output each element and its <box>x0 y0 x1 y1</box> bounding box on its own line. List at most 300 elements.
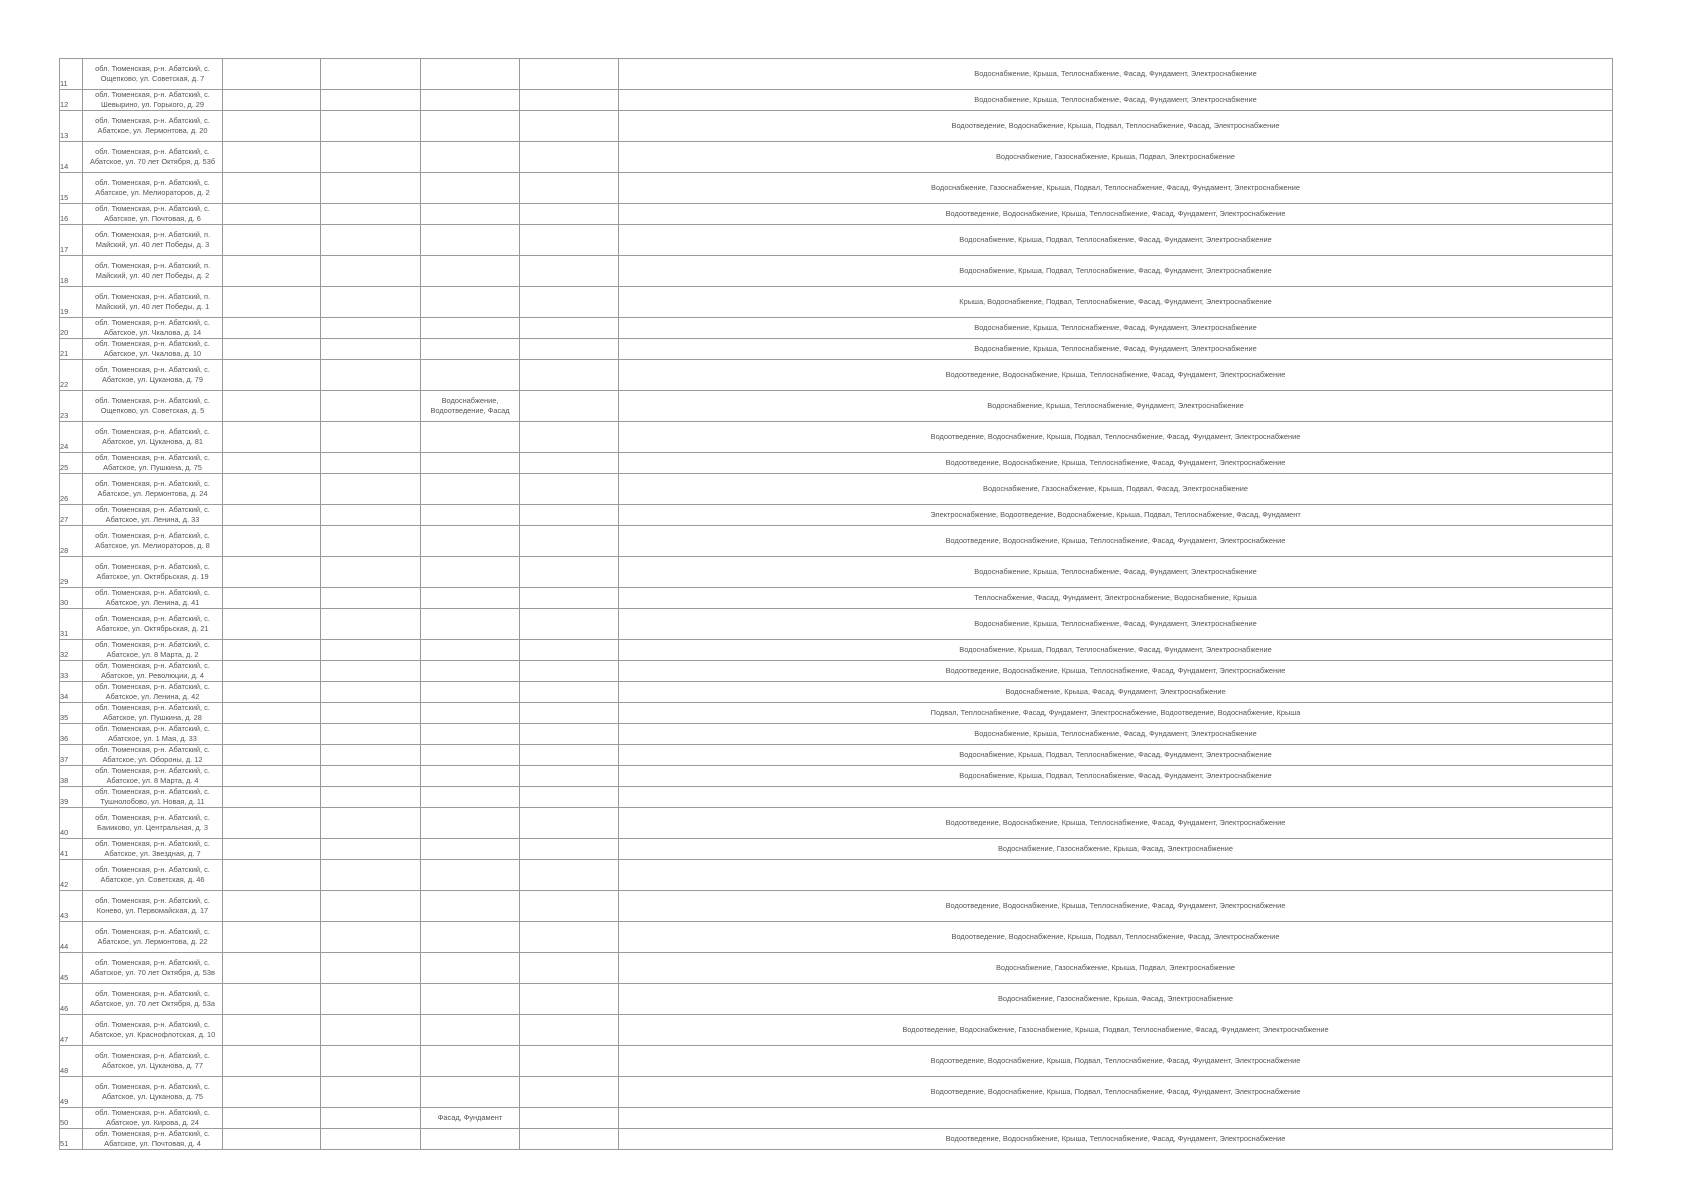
row-col-5 <box>421 142 520 173</box>
row-works: Водоснабжение, Газоснабжение, Крыша, Подвал, Электроснабжение <box>619 953 1613 984</box>
row-col-4 <box>321 808 421 839</box>
row-col-6 <box>520 682 619 703</box>
row-col-4 <box>321 111 421 142</box>
row-address: обл. Тюменская, р-н. Абатский, с. Абатское, ул. Цуканова, д. 81 <box>83 422 223 453</box>
row-works: Водоотведение, Водоснабжение, Крыша, Теплоснабжение, Фасад, Фундамент, Электроснабжение <box>619 360 1613 391</box>
row-col-4 <box>321 953 421 984</box>
row-col-6 <box>520 142 619 173</box>
row-address: обл. Тюменская, р-н. Абатский, с. Конево, ул. Первомайская, д. 17 <box>83 891 223 922</box>
row-number: 39 <box>60 787 83 808</box>
row-address: обл. Тюменская, р-н. Абатский, с. Абатское, ул. Обороны, д. 12 <box>83 745 223 766</box>
row-number: 41 <box>60 839 83 860</box>
row-works: Водоотведение, Водоснабжение, Крыша, Теплоснабжение, Фасад, Фундамент, Электроснабжение <box>619 891 1613 922</box>
row-col-6 <box>520 422 619 453</box>
row-number: 44 <box>60 922 83 953</box>
row-works: Водоотведение, Водоснабжение, Крыша, Подвал, Теплоснабжение, Фасад, Фундамент, Электроснабжение <box>619 1046 1613 1077</box>
row-number: 17 <box>60 225 83 256</box>
row-address: обл. Тюменская, р-н. Абатский, п. Майский, ул. 40 лет Победы, д. 1 <box>83 287 223 318</box>
row-col-6 <box>520 256 619 287</box>
row-col-3 <box>223 142 321 173</box>
row-address: обл. Тюменская, р-н. Абатский, с. Абатское, ул. Почтовая, д. 4 <box>83 1129 223 1150</box>
table-row <box>60 984 1613 1015</box>
row-address: обл. Тюменская, р-н. Абатский, с. Абатское, ул. Октябрьская, д. 19 <box>83 557 223 588</box>
row-col-5 <box>421 256 520 287</box>
table-row <box>60 703 1613 724</box>
row-number: 50 <box>60 1108 83 1129</box>
row-col-4 <box>321 225 421 256</box>
table-row <box>60 860 1613 891</box>
row-col-4 <box>321 984 421 1015</box>
table-row <box>60 142 1613 173</box>
row-works: Водоснабжение, Крыша, Подвал, Теплоснабжение, Фасад, Фундамент, Электроснабжение <box>619 640 1613 661</box>
table-row <box>60 557 1613 588</box>
table-row <box>60 745 1613 766</box>
row-works: Электроснабжение, Водоотведение, Водоснабжение, Крыша, Подвал, Теплоснабжение, Фасад, Фундамент <box>619 505 1613 526</box>
row-col-3 <box>223 766 321 787</box>
row-works: Водоснабжение, Крыша, Теплоснабжение, Фасад, Фундамент, Электроснабжение <box>619 90 1613 111</box>
row-col-3 <box>223 922 321 953</box>
row-col-3 <box>223 173 321 204</box>
table-row <box>60 318 1613 339</box>
row-number: 32 <box>60 640 83 661</box>
table-row <box>60 682 1613 703</box>
row-number: 47 <box>60 1015 83 1046</box>
row-col-3 <box>223 318 321 339</box>
row-col-3 <box>223 745 321 766</box>
row-col-3 <box>223 557 321 588</box>
row-col-6 <box>520 360 619 391</box>
row-works: Водоснабжение, Крыша, Теплоснабжение, Фасад, Фундамент, Электроснабжение <box>619 724 1613 745</box>
row-number: 15 <box>60 173 83 204</box>
row-col-6 <box>520 204 619 225</box>
row-address: обл. Тюменская, р-н. Абатский, с. Ощепково, ул. Советская, д. 5 <box>83 391 223 422</box>
row-address: обл. Тюменская, р-н. Абатский, п. Майский, ул. 40 лет Победы, д. 3 <box>83 225 223 256</box>
row-number: 24 <box>60 422 83 453</box>
row-col-5 <box>421 891 520 922</box>
table-row <box>60 640 1613 661</box>
row-number: 43 <box>60 891 83 922</box>
row-col-5 <box>421 225 520 256</box>
row-col-5 <box>421 745 520 766</box>
row-col-3 <box>223 90 321 111</box>
row-number: 45 <box>60 953 83 984</box>
row-col-3 <box>223 256 321 287</box>
row-address: обл. Тюменская, р-н. Абатский, с. Абатское, ул. Чкалова, д. 14 <box>83 318 223 339</box>
row-col-4 <box>321 745 421 766</box>
row-col-5 <box>421 984 520 1015</box>
row-col-6 <box>520 787 619 808</box>
row-address: обл. Тюменская, р-н. Абатский, с. Шевырино, ул. Горького, д. 29 <box>83 90 223 111</box>
row-col-5 <box>421 588 520 609</box>
row-number: 37 <box>60 745 83 766</box>
row-address: обл. Тюменская, р-н. Абатский, с. Абатское, ул. 70 лет Октября, д. 53а <box>83 984 223 1015</box>
row-col-6 <box>520 111 619 142</box>
row-col-4 <box>321 640 421 661</box>
table-row <box>60 204 1613 225</box>
row-col-5 <box>421 703 520 724</box>
row-works: Водоснабжение, Крыша, Подвал, Теплоснабжение, Фасад, Фундамент, Электроснабжение <box>619 745 1613 766</box>
row-address: обл. Тюменская, р-н. Абатский, с. Абатское, ул. 8 Марта, д. 4 <box>83 766 223 787</box>
row-col-6 <box>520 839 619 860</box>
row-col-5 <box>421 640 520 661</box>
table-row <box>60 661 1613 682</box>
row-col-5 <box>421 724 520 745</box>
row-col-6 <box>520 984 619 1015</box>
row-col-3 <box>223 1077 321 1108</box>
row-col-4 <box>321 609 421 640</box>
row-col-6 <box>520 953 619 984</box>
row-works: Водоотведение, Водоснабжение, Газоснабжение, Крыша, Подвал, Теплоснабжение, Фасад, Фундамент, Электроснабжение <box>619 1015 1613 1046</box>
row-col-4 <box>321 1015 421 1046</box>
row-works: Водоснабжение, Газоснабжение, Крыша, Подвал, Теплоснабжение, Фасад, Фундамент, Электроснабжение <box>619 173 1613 204</box>
row-works: Водоснабжение, Крыша, Теплоснабжение, Фундамент, Электроснабжение <box>619 391 1613 422</box>
row-works: Водоотведение, Водоснабжение, Крыша, Теплоснабжение, Фасад, Фундамент, Электроснабжение <box>619 661 1613 682</box>
row-col-6 <box>520 808 619 839</box>
row-col-3 <box>223 1015 321 1046</box>
row-col-6 <box>520 505 619 526</box>
row-col-3 <box>223 505 321 526</box>
row-address: обл. Тюменская, р-н. Абатский, с. Абатское, ул. 70 лет Октября, д. 53б <box>83 142 223 173</box>
row-col-4 <box>321 557 421 588</box>
row-address: обл. Тюменская, р-н. Абатский, с. Абатское, ул. Цуканова, д. 79 <box>83 360 223 391</box>
row-works: Водоотведение, Водоснабжение, Крыша, Подвал, Теплоснабжение, Фасад, Электроснабжение <box>619 111 1613 142</box>
row-address: обл. Тюменская, р-н. Абатский, с. Абатское, ул. Лермонтова, д. 24 <box>83 474 223 505</box>
row-col-4 <box>321 682 421 703</box>
row-col-3 <box>223 984 321 1015</box>
row-col-3 <box>223 474 321 505</box>
row-address: обл. Тюменская, р-н. Абатский, с. Ощепково, ул. Советская, д. 7 <box>83 59 223 90</box>
row-col-6 <box>520 724 619 745</box>
row-col-5 <box>421 682 520 703</box>
table-row <box>60 1015 1613 1046</box>
row-col-5 <box>421 339 520 360</box>
row-col-3 <box>223 661 321 682</box>
row-works: Водоснабжение, Крыша, Теплоснабжение, Фасад, Фундамент, Электроснабжение <box>619 59 1613 90</box>
table-row <box>60 173 1613 204</box>
row-col-5 <box>421 1046 520 1077</box>
row-col-3 <box>223 860 321 891</box>
row-col-5 <box>421 1015 520 1046</box>
table-row <box>60 111 1613 142</box>
row-number: 16 <box>60 204 83 225</box>
row-works: Водоснабжение, Крыша, Подвал, Теплоснабжение, Фасад, Фундамент, Электроснабжение <box>619 766 1613 787</box>
table-row <box>60 891 1613 922</box>
row-col-6 <box>520 661 619 682</box>
row-address: обл. Тюменская, р-н. Абатский, с. Абатское, ул. Ленина, д. 41 <box>83 588 223 609</box>
table-row <box>60 1077 1613 1108</box>
row-col-6 <box>520 526 619 557</box>
row-col-6 <box>520 745 619 766</box>
row-address: обл. Тюменская, р-н. Абатский, с. Абатское, ул. 8 Марта, д. 2 <box>83 640 223 661</box>
row-number: 23 <box>60 391 83 422</box>
row-number: 51 <box>60 1129 83 1150</box>
row-address: обл. Тюменская, р-н. Абатский, с. Абатское, ул. Ленина, д. 42 <box>83 682 223 703</box>
row-col-4 <box>321 526 421 557</box>
row-works: Подвал, Теплоснабжение, Фасад, Фундамент, Электроснабжение, Водоотведение, Водоснабжение, Крыша <box>619 703 1613 724</box>
row-col-5 <box>421 661 520 682</box>
row-address: обл. Тюменская, р-н. Абатский, с. Абатское, ул. Пушкина, д. 75 <box>83 453 223 474</box>
row-address: обл. Тюменская, р-н. Абатский, с. Абатское, ул. Чкалова, д. 10 <box>83 339 223 360</box>
row-col-3 <box>223 204 321 225</box>
table-row <box>60 59 1613 90</box>
table-row <box>60 787 1613 808</box>
row-col-5 <box>421 204 520 225</box>
row-col-6 <box>520 1108 619 1129</box>
row-col-4 <box>321 1046 421 1077</box>
row-col-4 <box>321 661 421 682</box>
row-col-6 <box>520 474 619 505</box>
row-col-5 <box>421 808 520 839</box>
table-row <box>60 256 1613 287</box>
row-col-4 <box>321 59 421 90</box>
row-col-6 <box>520 703 619 724</box>
row-col-5 <box>421 59 520 90</box>
row-address: обл. Тюменская, р-н. Абатский, с. Абатское, ул. Пушкина, д. 28 <box>83 703 223 724</box>
row-col-4 <box>321 453 421 474</box>
row-col-5 <box>421 90 520 111</box>
row-works: Водоснабжение, Крыша, Теплоснабжение, Фасад, Фундамент, Электроснабжение <box>619 339 1613 360</box>
table-row <box>60 766 1613 787</box>
row-number: 33 <box>60 661 83 682</box>
table-row <box>60 724 1613 745</box>
row-col-6 <box>520 59 619 90</box>
row-works: Водоснабжение, Крыша, Подвал, Теплоснабжение, Фасад, Фундамент, Электроснабжение <box>619 256 1613 287</box>
row-number: 13 <box>60 111 83 142</box>
table-row <box>60 1108 1613 1129</box>
row-works: Водоотведение, Водоснабжение, Крыша, Теплоснабжение, Фасад, Фундамент, Электроснабжение <box>619 453 1613 474</box>
works-table <box>59 58 1613 1150</box>
row-col-3 <box>223 703 321 724</box>
row-col-5 <box>421 453 520 474</box>
row-col-6 <box>520 609 619 640</box>
row-col-4 <box>321 256 421 287</box>
row-address: обл. Тюменская, р-н. Абатский, с. Абатское, ул. Лермонтова, д. 22 <box>83 922 223 953</box>
row-col-3 <box>223 360 321 391</box>
row-col-5 <box>421 360 520 391</box>
row-col-6 <box>520 891 619 922</box>
row-address: обл. Тюменская, р-н. Абатский, п. Майский, ул. 40 лет Победы, д. 2 <box>83 256 223 287</box>
row-col-4 <box>321 766 421 787</box>
row-number: 42 <box>60 860 83 891</box>
row-col-3 <box>223 839 321 860</box>
row-number: 22 <box>60 360 83 391</box>
row-address: обл. Тюменская, р-н. Абатский, с. Баииково, ул. Центральная, д. 3 <box>83 808 223 839</box>
row-number: 11 <box>60 59 83 90</box>
table-row <box>60 1046 1613 1077</box>
row-address: обл. Тюменская, р-н. Абатский, с. Абатское, ул. Почтовая, д. 6 <box>83 204 223 225</box>
row-works: Водоотведение, Водоснабжение, Крыша, Теплоснабжение, Фасад, Фундамент, Электроснабжение <box>619 1129 1613 1150</box>
row-col-3 <box>223 808 321 839</box>
row-col-3 <box>223 1129 321 1150</box>
row-works: Водоснабжение, Газоснабжение, Крыша, Фасад, Электроснабжение <box>619 984 1613 1015</box>
row-address: обл. Тюменская, р-н. Абатский, с. Абатское, ул. Звездная, д. 7 <box>83 839 223 860</box>
row-col-5 <box>421 422 520 453</box>
row-col-5 <box>421 111 520 142</box>
row-col-5 <box>421 1129 520 1150</box>
row-col-4 <box>321 474 421 505</box>
row-col-3 <box>223 391 321 422</box>
row-works: Водоснабжение, Газоснабжение, Крыша, Подвал, Фасад, Электроснабжение <box>619 474 1613 505</box>
row-col-4 <box>321 1108 421 1129</box>
row-col-4 <box>321 787 421 808</box>
row-col-3 <box>223 1108 321 1129</box>
row-col-6 <box>520 640 619 661</box>
table-row <box>60 526 1613 557</box>
row-col-4 <box>321 839 421 860</box>
row-works <box>619 787 1613 808</box>
row-address: обл. Тюменская, р-н. Абатский, с. Абатское, ул. Кирова, д. 24 <box>83 1108 223 1129</box>
row-number: 28 <box>60 526 83 557</box>
row-number: 29 <box>60 557 83 588</box>
row-col-4 <box>321 142 421 173</box>
row-col-4 <box>321 505 421 526</box>
row-col-5 <box>421 557 520 588</box>
row-works: Водоотведение, Водоснабжение, Крыша, Теплоснабжение, Фасад, Фундамент, Электроснабжение <box>619 808 1613 839</box>
table-row <box>60 453 1613 474</box>
row-number: 40 <box>60 808 83 839</box>
row-number: 35 <box>60 703 83 724</box>
row-col-3 <box>223 1046 321 1077</box>
row-works <box>619 860 1613 891</box>
row-address: обл. Тюменская, р-н. Абатский, с. Абатское, ул. 1 Мая, д. 33 <box>83 724 223 745</box>
table-row <box>60 922 1613 953</box>
row-works: Водоотведение, Водоснабжение, Крыша, Подвал, Теплоснабжение, Фасад, Фундамент, Электроснабжение <box>619 422 1613 453</box>
row-col-4 <box>321 860 421 891</box>
row-col-6 <box>520 173 619 204</box>
row-col-4 <box>321 90 421 111</box>
row-number: 21 <box>60 339 83 360</box>
row-col-6 <box>520 1015 619 1046</box>
row-works: Водоснабжение, Газоснабжение, Крыша, Фасад, Электроснабжение <box>619 839 1613 860</box>
row-col-4 <box>321 318 421 339</box>
table-row <box>60 953 1613 984</box>
row-col-4 <box>321 287 421 318</box>
row-col-5 <box>421 860 520 891</box>
row-col-5 <box>421 766 520 787</box>
table-row <box>60 225 1613 256</box>
row-address: обл. Тюменская, р-н. Абатский, с. Абатское, ул. Мелиораторов, д. 8 <box>83 526 223 557</box>
row-col-3 <box>223 287 321 318</box>
row-col-6 <box>520 1046 619 1077</box>
row-address: обл. Тюменская, р-н. Абатский, с. Абатское, ул. Краснофлотская, д. 10 <box>83 1015 223 1046</box>
row-col-3 <box>223 640 321 661</box>
row-col-5 <box>421 287 520 318</box>
row-works <box>619 1108 1613 1129</box>
row-number: 46 <box>60 984 83 1015</box>
row-col-5 <box>421 953 520 984</box>
row-col-5 <box>421 474 520 505</box>
row-col-3 <box>223 609 321 640</box>
row-col-4 <box>321 1077 421 1108</box>
row-col-6 <box>520 287 619 318</box>
row-address: обл. Тюменская, р-н. Абатский, с. Абатское, ул. Революции, д. 4 <box>83 661 223 682</box>
row-works: Водоснабжение, Крыша, Теплоснабжение, Фасад, Фундамент, Электроснабжение <box>619 318 1613 339</box>
row-col-3 <box>223 111 321 142</box>
row-col-3 <box>223 422 321 453</box>
row-number: 20 <box>60 318 83 339</box>
table-row <box>60 505 1613 526</box>
row-col-3 <box>223 225 321 256</box>
row-address: обл. Тюменская, р-н. Абатский, с. Абатское, ул. Цуканова, д. 77 <box>83 1046 223 1077</box>
row-col-6 <box>520 1129 619 1150</box>
row-col-5 <box>421 173 520 204</box>
row-col-6 <box>520 453 619 474</box>
row-col-4 <box>321 1129 421 1150</box>
row-col-4 <box>321 204 421 225</box>
row-col-3 <box>223 724 321 745</box>
row-number: 38 <box>60 766 83 787</box>
row-address: обл. Тюменская, р-н. Абатский, с. Тушнолобово, ул. Новая, д. 11 <box>83 787 223 808</box>
row-col-4 <box>321 391 421 422</box>
table-row <box>60 360 1613 391</box>
row-col-6 <box>520 225 619 256</box>
row-col-4 <box>321 422 421 453</box>
row-col-6 <box>520 339 619 360</box>
table-row <box>60 1129 1613 1150</box>
table-row <box>60 287 1613 318</box>
table-row <box>60 609 1613 640</box>
row-col-3 <box>223 891 321 922</box>
row-col-5 <box>421 318 520 339</box>
table-row <box>60 422 1613 453</box>
row-works: Водоснабжение, Крыша, Подвал, Теплоснабжение, Фасад, Фундамент, Электроснабжение <box>619 225 1613 256</box>
row-number: 14 <box>60 142 83 173</box>
row-works: Водоотведение, Водоснабжение, Крыша, Теплоснабжение, Фасад, Фундамент, Электроснабжение <box>619 526 1613 557</box>
table-row <box>60 839 1613 860</box>
row-col-6 <box>520 1077 619 1108</box>
row-number: 26 <box>60 474 83 505</box>
row-works: Крыша, Водоснабжение, Подвал, Теплоснабжение, Фасад, Фундамент, Электроснабжение <box>619 287 1613 318</box>
table-body <box>60 59 1613 1150</box>
row-number: 25 <box>60 453 83 474</box>
row-address: обл. Тюменская, р-н. Абатский, с. Абатское, ул. 70 лет Октября, д. 53в <box>83 953 223 984</box>
row-col-3 <box>223 526 321 557</box>
row-address: обл. Тюменская, р-н. Абатский, с. Абатское, ул. Цуканова, д. 75 <box>83 1077 223 1108</box>
row-col-6 <box>520 860 619 891</box>
row-col-3 <box>223 588 321 609</box>
row-col-3 <box>223 339 321 360</box>
table-row <box>60 339 1613 360</box>
row-works: Водоотведение, Водоснабжение, Крыша, Подвал, Теплоснабжение, Фасад, Фундамент, Электроснабжение <box>619 1077 1613 1108</box>
row-col-4 <box>321 922 421 953</box>
row-number: 30 <box>60 588 83 609</box>
row-col-5 <box>421 526 520 557</box>
row-col-5: Фасад, Фундамент <box>421 1108 520 1129</box>
row-col-3 <box>223 787 321 808</box>
row-col-5 <box>421 609 520 640</box>
row-number: 48 <box>60 1046 83 1077</box>
row-number: 18 <box>60 256 83 287</box>
row-col-4 <box>321 173 421 204</box>
row-number: 12 <box>60 90 83 111</box>
row-address: обл. Тюменская, р-н. Абатский, с. Абатское, ул. Мелиораторов, д. 2 <box>83 173 223 204</box>
row-works: Водоотведение, Водоснабжение, Крыша, Подвал, Теплоснабжение, Фасад, Электроснабжение <box>619 922 1613 953</box>
table-row <box>60 588 1613 609</box>
row-col-5 <box>421 787 520 808</box>
row-col-6 <box>520 557 619 588</box>
row-col-6 <box>520 922 619 953</box>
row-col-4 <box>321 588 421 609</box>
row-number: 49 <box>60 1077 83 1108</box>
row-col-3 <box>223 682 321 703</box>
row-col-6 <box>520 90 619 111</box>
row-col-5 <box>421 922 520 953</box>
row-col-3 <box>223 59 321 90</box>
row-col-6 <box>520 391 619 422</box>
row-number: 27 <box>60 505 83 526</box>
row-works: Водоснабжение, Крыша, Теплоснабжение, Фасад, Фундамент, Электроснабжение <box>619 609 1613 640</box>
row-col-3 <box>223 953 321 984</box>
